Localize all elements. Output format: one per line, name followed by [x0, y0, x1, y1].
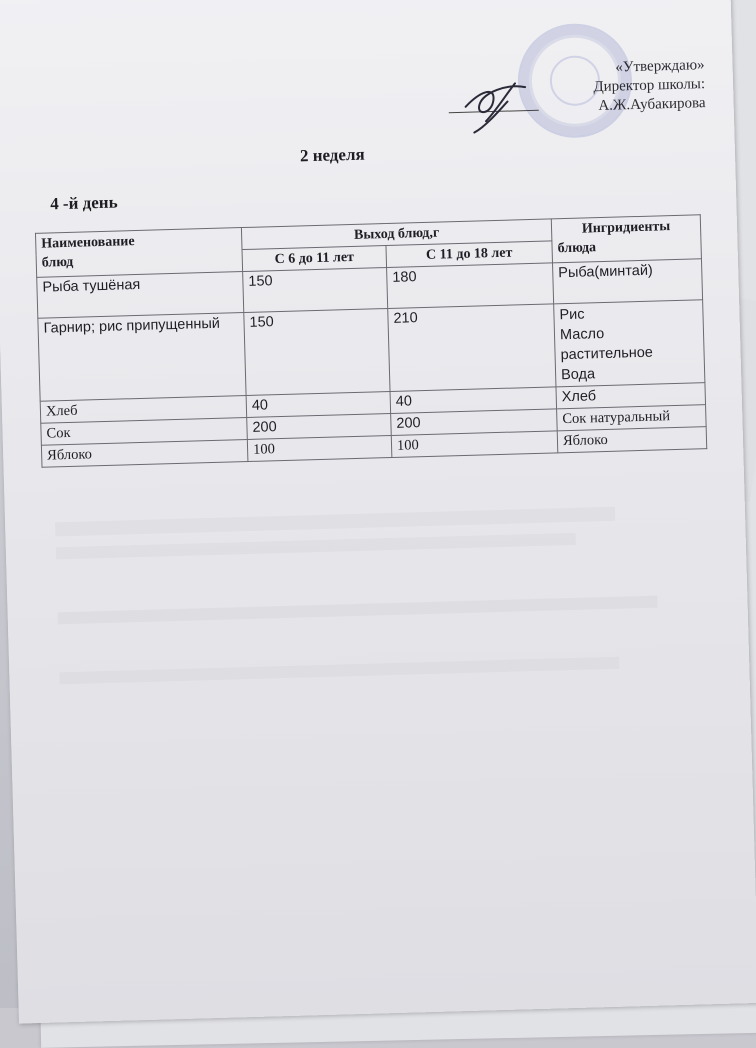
portion-11-18: 40 [390, 387, 557, 414]
portion-6-11: 200 [247, 413, 392, 439]
portion-6-11: 150 [244, 309, 390, 396]
ingredients: Сок натуральный [557, 405, 707, 431]
header-output: Выход блюд,г [241, 219, 551, 250]
portion-11-18: 100 [391, 431, 558, 458]
handwritten-signature [455, 65, 547, 137]
header-age-11-18: С 11 до 18 лет [386, 241, 553, 268]
portion-11-18: 200 [391, 409, 558, 436]
portion-11-18: 180 [387, 263, 554, 309]
dish-name: Хлеб [40, 396, 247, 424]
header-age-6-11: С 6 до 11 лет [242, 246, 387, 272]
portion-11-18: 210 [388, 304, 556, 392]
header-ingredients: Ингридиенты блюда [551, 215, 701, 263]
dish-name: Яблоко [41, 439, 248, 467]
ingredients: Хлеб [556, 383, 706, 409]
header-dish-name: Наименование блюд [35, 228, 242, 278]
ingredients: Рыба(минтай) [553, 259, 703, 304]
portion-6-11: 40 [246, 391, 391, 417]
dish-name: Рыба тушёная [37, 272, 244, 319]
portion-6-11: 150 [243, 268, 388, 313]
dish-name: Гарнир; рис припущенный [38, 313, 246, 402]
week-heading: 2 неделя [299, 144, 365, 166]
approval-title: «Утверждаю» [615, 57, 705, 76]
approval-name: А.Ж.Аубакирова [598, 95, 706, 115]
menu-table [35, 214, 707, 468]
approval-position: Директор школы: [593, 76, 706, 96]
day-heading: 4 -й день [49, 192, 118, 214]
ingredients: Яблоко [557, 427, 707, 453]
ingredients: Рис Масло растительное Вода [554, 300, 705, 387]
portion-6-11: 100 [247, 435, 392, 461]
dish-name: Сок [41, 418, 248, 446]
